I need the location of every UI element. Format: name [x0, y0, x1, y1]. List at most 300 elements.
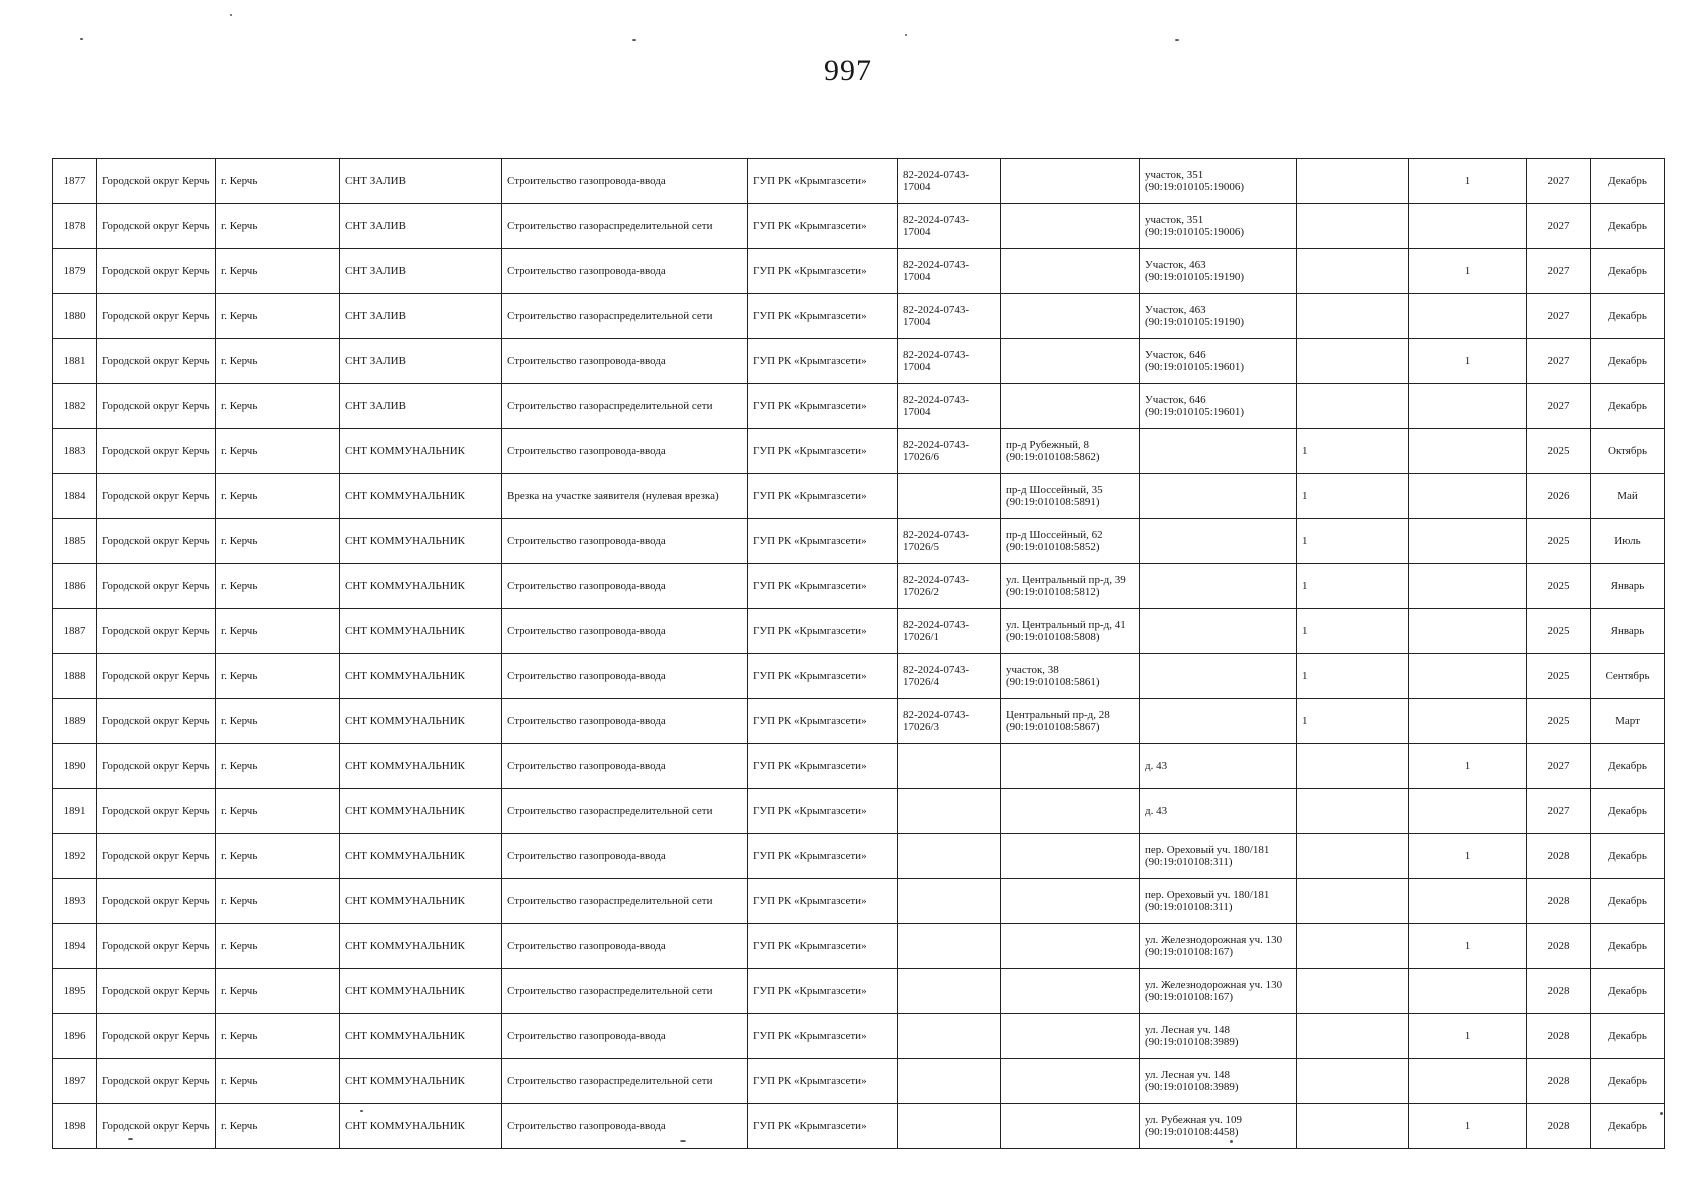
month-cell: Декабрь [1591, 969, 1665, 1014]
operator-cell: ГУП РК «Крымгазсети» [748, 789, 898, 834]
row-number-cell: 1889 [53, 699, 97, 744]
organization-cell: СНТ КОММУНАЛЬНИК [340, 429, 502, 474]
scan-speck [230, 14, 232, 16]
address-alt-cell: ул. Железнодорожная уч. 130 (90:19:010108:167) [1140, 969, 1297, 1014]
contract-number-cell: 82-2024-0743-17004 [898, 249, 1001, 294]
row-number-cell: 1882 [53, 384, 97, 429]
work-type-cell: Строительство газопровода-ввода [502, 564, 748, 609]
city-cell: г. Керчь [216, 834, 340, 879]
quantity-alt-cell [1409, 384, 1527, 429]
table-row [53, 1014, 1665, 1059]
work-type-cell: Строительство газораспределительной сети [502, 384, 748, 429]
year-cell: 2027 [1527, 339, 1591, 384]
operator-cell: ГУП РК «Крымгазсети» [748, 249, 898, 294]
address-alt-cell: Участок, 463 (90:19:010105:19190) [1140, 294, 1297, 339]
quantity-alt-cell [1409, 474, 1527, 519]
address-cell [1001, 789, 1140, 834]
district-cell: Городской округ Керчь [97, 519, 216, 564]
address-cell: пр-д Рубежный, 8 (90:19:010108:5862) [1001, 429, 1140, 474]
quantity-alt-cell [1409, 699, 1527, 744]
contract-number-cell: 82-2024-0743-17004 [898, 339, 1001, 384]
table-row [53, 159, 1665, 204]
year-cell: 2027 [1527, 744, 1591, 789]
month-cell: Декабрь [1591, 1059, 1665, 1104]
scan-speck [1175, 39, 1179, 41]
operator-cell: ГУП РК «Крымгазсети» [748, 744, 898, 789]
contract-number-cell: 82-2024-0743-17004 [898, 384, 1001, 429]
work-type-cell: Строительство газораспределительной сети [502, 204, 748, 249]
district-cell: Городской округ Керчь [97, 564, 216, 609]
year-cell: 2027 [1527, 384, 1591, 429]
address-cell [1001, 294, 1140, 339]
organization-cell: СНТ ЗАЛИВ [340, 294, 502, 339]
work-type-cell: Врезка на участке заявителя (нулевая врезка) [502, 474, 748, 519]
operator-cell: ГУП РК «Крымгазсети» [748, 1059, 898, 1104]
row-number-cell: 1896 [53, 1014, 97, 1059]
month-cell: Декабрь [1591, 924, 1665, 969]
month-cell: Декабрь [1591, 1014, 1665, 1059]
address-cell: пр-д Шоссейный, 62 (90:19:010108:5852) [1001, 519, 1140, 564]
address-cell: Центральный пр-д, 28 (90:19:010108:5867) [1001, 699, 1140, 744]
row-number-cell: 1880 [53, 294, 97, 339]
quantity-alt-cell: 1 [1409, 159, 1527, 204]
quantity-cell: 1 [1297, 519, 1409, 564]
work-type-cell: Строительство газопровода-ввода [502, 1014, 748, 1059]
quantity-cell: 1 [1297, 609, 1409, 654]
district-cell: Городской округ Керчь [97, 159, 216, 204]
address-alt-cell: ул. Железнодорожная уч. 130 (90:19:010108:167) [1140, 924, 1297, 969]
city-cell: г. Керчь [216, 969, 340, 1014]
row-number-cell: 1878 [53, 204, 97, 249]
row-number-cell: 1890 [53, 744, 97, 789]
organization-cell: СНТ КОММУНАЛЬНИК [340, 924, 502, 969]
organization-cell: СНТ КОММУНАЛЬНИК [340, 609, 502, 654]
year-cell: 2027 [1527, 789, 1591, 834]
row-number-cell: 1886 [53, 564, 97, 609]
year-cell: 2026 [1527, 474, 1591, 519]
operator-cell: ГУП РК «Крымгазсети» [748, 1014, 898, 1059]
district-cell: Городской округ Керчь [97, 879, 216, 924]
month-cell: Декабрь [1591, 1104, 1665, 1149]
table-row [53, 204, 1665, 249]
work-type-cell: Строительство газопровода-ввода [502, 834, 748, 879]
table-row [53, 879, 1665, 924]
month-cell: Декабрь [1591, 834, 1665, 879]
address-cell [1001, 969, 1140, 1014]
row-number-cell: 1888 [53, 654, 97, 699]
year-cell: 2025 [1527, 609, 1591, 654]
year-cell: 2025 [1527, 429, 1591, 474]
year-cell: 2027 [1527, 294, 1591, 339]
year-cell: 2025 [1527, 564, 1591, 609]
city-cell: г. Керчь [216, 609, 340, 654]
district-cell: Городской округ Керчь [97, 834, 216, 879]
contract-number-cell [898, 924, 1001, 969]
operator-cell: ГУП РК «Крымгазсети» [748, 339, 898, 384]
district-cell: Городской округ Керчь [97, 294, 216, 339]
quantity-alt-cell [1409, 969, 1527, 1014]
operator-cell: ГУП РК «Крымгазсети» [748, 969, 898, 1014]
table-row [53, 609, 1665, 654]
contract-number-cell [898, 834, 1001, 879]
address-cell [1001, 249, 1140, 294]
year-cell: 2028 [1527, 969, 1591, 1014]
year-cell: 2027 [1527, 204, 1591, 249]
city-cell: г. Керчь [216, 744, 340, 789]
table-row [53, 924, 1665, 969]
district-cell: Городской округ Керчь [97, 1014, 216, 1059]
address-cell [1001, 1014, 1140, 1059]
month-cell: Декабрь [1591, 249, 1665, 294]
city-cell: г. Керчь [216, 879, 340, 924]
month-cell: Декабрь [1591, 789, 1665, 834]
row-number-cell: 1891 [53, 789, 97, 834]
row-number-cell: 1885 [53, 519, 97, 564]
address-cell: участок, 38 (90:19:010108:5861) [1001, 654, 1140, 699]
table-row [53, 474, 1665, 519]
quantity-cell [1297, 969, 1409, 1014]
operator-cell: ГУП РК «Крымгазсети» [748, 834, 898, 879]
district-cell: Городской округ Керчь [97, 969, 216, 1014]
table-row [53, 1104, 1665, 1149]
registry-table [52, 158, 1665, 1149]
address-cell [1001, 339, 1140, 384]
address-alt-cell: участок, 351 (90:19:010105:19006) [1140, 159, 1297, 204]
contract-number-cell [898, 969, 1001, 1014]
address-cell: ул. Центральный пр-д, 39 (90:19:010108:5812) [1001, 564, 1140, 609]
month-cell: Декабрь [1591, 159, 1665, 204]
row-number-cell: 1887 [53, 609, 97, 654]
scan-speck [128, 1138, 133, 1140]
address-cell [1001, 924, 1140, 969]
table-row [53, 249, 1665, 294]
address-alt-cell [1140, 519, 1297, 564]
month-cell: Сентябрь [1591, 654, 1665, 699]
district-cell: Городской округ Керчь [97, 699, 216, 744]
quantity-cell [1297, 249, 1409, 294]
year-cell: 2027 [1527, 159, 1591, 204]
city-cell: г. Керчь [216, 924, 340, 969]
city-cell: г. Керчь [216, 519, 340, 564]
address-cell: ул. Центральный пр-д, 41 (90:19:010108:5808) [1001, 609, 1140, 654]
month-cell: Декабрь [1591, 384, 1665, 429]
operator-cell: ГУП РК «Крымгазсети» [748, 924, 898, 969]
district-cell: Городской округ Керчь [97, 429, 216, 474]
city-cell: г. Керчь [216, 204, 340, 249]
district-cell: Городской округ Керчь [97, 474, 216, 519]
month-cell: Декабрь [1591, 204, 1665, 249]
row-number-cell: 1895 [53, 969, 97, 1014]
year-cell: 2027 [1527, 249, 1591, 294]
work-type-cell: Строительство газопровода-ввода [502, 249, 748, 294]
work-type-cell: Строительство газопровода-ввода [502, 519, 748, 564]
month-cell: Март [1591, 699, 1665, 744]
district-cell: Городской округ Керчь [97, 384, 216, 429]
organization-cell: СНТ ЗАЛИВ [340, 339, 502, 384]
table-row [53, 789, 1665, 834]
registry-rows [53, 159, 1665, 1149]
month-cell: Декабрь [1591, 744, 1665, 789]
city-cell: г. Керчь [216, 249, 340, 294]
table-row [53, 294, 1665, 339]
operator-cell: ГУП РК «Крымгазсети» [748, 384, 898, 429]
quantity-cell: 1 [1297, 474, 1409, 519]
year-cell: 2028 [1527, 924, 1591, 969]
quantity-cell [1297, 159, 1409, 204]
contract-number-cell: 82-2024-0743-17026/2 [898, 564, 1001, 609]
scan-speck [360, 1110, 363, 1112]
contract-number-cell [898, 1014, 1001, 1059]
table-row [53, 1059, 1665, 1104]
quantity-cell [1297, 789, 1409, 834]
address-alt-cell: ул. Лесная уч. 148 (90:19:010108:3989) [1140, 1014, 1297, 1059]
quantity-alt-cell [1409, 789, 1527, 834]
quantity-alt-cell: 1 [1409, 834, 1527, 879]
page-number: 997 [824, 54, 872, 87]
month-cell: Январь [1591, 609, 1665, 654]
table-row [53, 384, 1665, 429]
address-cell [1001, 1059, 1140, 1104]
year-cell: 2028 [1527, 1014, 1591, 1059]
month-cell: Май [1591, 474, 1665, 519]
organization-cell: СНТ КОММУНАЛЬНИК [340, 699, 502, 744]
operator-cell: ГУП РК «Крымгазсети» [748, 429, 898, 474]
address-cell [1001, 204, 1140, 249]
city-cell: г. Керчь [216, 294, 340, 339]
quantity-cell [1297, 1104, 1409, 1149]
row-number-cell: 1884 [53, 474, 97, 519]
year-cell: 2028 [1527, 879, 1591, 924]
quantity-cell [1297, 384, 1409, 429]
operator-cell: ГУП РК «Крымгазсети» [748, 564, 898, 609]
city-cell: г. Керчь [216, 654, 340, 699]
organization-cell: СНТ КОММУНАЛЬНИК [340, 834, 502, 879]
district-cell: Городской округ Керчь [97, 1104, 216, 1149]
district-cell: Городской округ Керчь [97, 609, 216, 654]
table-row [53, 744, 1665, 789]
organization-cell: СНТ ЗАЛИВ [340, 159, 502, 204]
work-type-cell: Строительство газопровода-ввода [502, 744, 748, 789]
work-type-cell: Строительство газораспределительной сети [502, 879, 748, 924]
contract-number-cell [898, 789, 1001, 834]
district-cell: Городской округ Керчь [97, 654, 216, 699]
scan-speck [680, 1140, 686, 1142]
quantity-cell: 1 [1297, 564, 1409, 609]
quantity-cell [1297, 1014, 1409, 1059]
quantity-alt-cell: 1 [1409, 744, 1527, 789]
organization-cell: СНТ ЗАЛИВ [340, 249, 502, 294]
table-row [53, 834, 1665, 879]
quantity-alt-cell: 1 [1409, 339, 1527, 384]
quantity-alt-cell: 1 [1409, 249, 1527, 294]
district-cell: Городской округ Керчь [97, 249, 216, 294]
operator-cell: ГУП РК «Крымгазсети» [748, 879, 898, 924]
month-cell: Декабрь [1591, 879, 1665, 924]
address-alt-cell [1140, 564, 1297, 609]
quantity-alt-cell [1409, 204, 1527, 249]
operator-cell: ГУП РК «Крымгазсети» [748, 609, 898, 654]
work-type-cell: Строительство газопровода-ввода [502, 339, 748, 384]
contract-number-cell: 82-2024-0743-17004 [898, 294, 1001, 339]
address-cell [1001, 159, 1140, 204]
city-cell: г. Керчь [216, 429, 340, 474]
row-number-cell: 1893 [53, 879, 97, 924]
district-cell: Городской округ Керчь [97, 924, 216, 969]
address-cell [1001, 1104, 1140, 1149]
quantity-cell [1297, 1059, 1409, 1104]
operator-cell: ГУП РК «Крымгазсети» [748, 699, 898, 744]
organization-cell: СНТ КОММУНАЛЬНИК [340, 789, 502, 834]
city-cell: г. Керчь [216, 384, 340, 429]
address-alt-cell: Участок, 463 (90:19:010105:19190) [1140, 249, 1297, 294]
month-cell: Июль [1591, 519, 1665, 564]
operator-cell: ГУП РК «Крымгазсети» [748, 294, 898, 339]
city-cell: г. Керчь [216, 699, 340, 744]
city-cell: г. Керчь [216, 1014, 340, 1059]
address-alt-cell: д. 43 [1140, 744, 1297, 789]
contract-number-cell [898, 1104, 1001, 1149]
quantity-alt-cell [1409, 564, 1527, 609]
city-cell: г. Керчь [216, 564, 340, 609]
address-cell [1001, 834, 1140, 879]
table-row [53, 519, 1665, 564]
address-cell: пр-д Шоссейный, 35 (90:19:010108:5891) [1001, 474, 1140, 519]
row-number-cell: 1881 [53, 339, 97, 384]
address-alt-cell: ул. Рубежная уч. 109 (90:19:010108:4458) [1140, 1104, 1297, 1149]
scan-speck [905, 34, 907, 36]
district-cell: Городской округ Керчь [97, 789, 216, 834]
organization-cell: СНТ ЗАЛИВ [340, 384, 502, 429]
year-cell: 2025 [1527, 519, 1591, 564]
scan-speck [1660, 1112, 1663, 1115]
address-alt-cell [1140, 609, 1297, 654]
organization-cell: СНТ КОММУНАЛЬНИК [340, 744, 502, 789]
quantity-cell [1297, 879, 1409, 924]
quantity-cell [1297, 924, 1409, 969]
organization-cell: СНТ ЗАЛИВ [340, 204, 502, 249]
year-cell: 2028 [1527, 834, 1591, 879]
organization-cell: СНТ КОММУНАЛЬНИК [340, 519, 502, 564]
city-cell: г. Керчь [216, 789, 340, 834]
operator-cell: ГУП РК «Крымгазсети» [748, 474, 898, 519]
quantity-alt-cell [1409, 294, 1527, 339]
quantity-cell [1297, 339, 1409, 384]
row-number-cell: 1898 [53, 1104, 97, 1149]
contract-number-cell: 82-2024-0743-17004 [898, 159, 1001, 204]
contract-number-cell [898, 744, 1001, 789]
city-cell: г. Керчь [216, 1104, 340, 1149]
address-alt-cell: Участок, 646 (90:19:010105:19601) [1140, 339, 1297, 384]
address-alt-cell: Участок, 646 (90:19:010105:19601) [1140, 384, 1297, 429]
scan-speck [632, 39, 636, 41]
organization-cell: СНТ КОММУНАЛЬНИК [340, 654, 502, 699]
quantity-cell: 1 [1297, 429, 1409, 474]
organization-cell: СНТ КОММУНАЛЬНИК [340, 1014, 502, 1059]
work-type-cell: Строительство газораспределительной сети [502, 294, 748, 339]
quantity-alt-cell: 1 [1409, 924, 1527, 969]
contract-number-cell: 82-2024-0743-17026/4 [898, 654, 1001, 699]
year-cell: 2028 [1527, 1059, 1591, 1104]
quantity-alt-cell: 1 [1409, 1104, 1527, 1149]
table-row [53, 654, 1665, 699]
contract-number-cell: 82-2024-0743-17026/1 [898, 609, 1001, 654]
contract-number-cell: 82-2024-0743-17026/3 [898, 699, 1001, 744]
contract-number-cell: 82-2024-0743-17026/5 [898, 519, 1001, 564]
year-cell: 2028 [1527, 1104, 1591, 1149]
address-alt-cell: пер. Ореховый уч. 180/181 (90:19:010108:311) [1140, 879, 1297, 924]
quantity-alt-cell [1409, 519, 1527, 564]
address-alt-cell: пер. Ореховый уч. 180/181 (90:19:010108:311) [1140, 834, 1297, 879]
row-number-cell: 1892 [53, 834, 97, 879]
contract-number-cell: 82-2024-0743-17026/6 [898, 429, 1001, 474]
address-alt-cell [1140, 654, 1297, 699]
address-alt-cell: д. 43 [1140, 789, 1297, 834]
address-cell [1001, 879, 1140, 924]
month-cell: Октябрь [1591, 429, 1665, 474]
table-row [53, 969, 1665, 1014]
work-type-cell: Строительство газопровода-ввода [502, 654, 748, 699]
work-type-cell: Строительство газопровода-ввода [502, 609, 748, 654]
operator-cell: ГУП РК «Крымгазсети» [748, 654, 898, 699]
organization-cell: СНТ КОММУНАЛЬНИК [340, 564, 502, 609]
district-cell: Городской округ Керчь [97, 1059, 216, 1104]
month-cell: Январь [1591, 564, 1665, 609]
quantity-alt-cell [1409, 1059, 1527, 1104]
scan-speck [80, 38, 83, 40]
quantity-cell [1297, 834, 1409, 879]
table-row [53, 339, 1665, 384]
city-cell: г. Керчь [216, 159, 340, 204]
work-type-cell: Строительство газопровода-ввода [502, 699, 748, 744]
table-row [53, 429, 1665, 474]
work-type-cell: Строительство газораспределительной сети [502, 789, 748, 834]
city-cell: г. Керчь [216, 474, 340, 519]
work-type-cell: Строительство газопровода-ввода [502, 159, 748, 204]
organization-cell: СНТ КОММУНАЛЬНИК [340, 1104, 502, 1149]
operator-cell: ГУП РК «Крымгазсети» [748, 519, 898, 564]
quantity-cell [1297, 294, 1409, 339]
quantity-cell: 1 [1297, 654, 1409, 699]
quantity-alt-cell [1409, 879, 1527, 924]
quantity-alt-cell [1409, 609, 1527, 654]
organization-cell: СНТ КОММУНАЛЬНИК [340, 969, 502, 1014]
address-alt-cell [1140, 429, 1297, 474]
table-row [53, 564, 1665, 609]
city-cell: г. Керчь [216, 1059, 340, 1104]
month-cell: Декабрь [1591, 294, 1665, 339]
contract-number-cell [898, 879, 1001, 924]
contract-number-cell: 82-2024-0743-17004 [898, 204, 1001, 249]
district-cell: Городской округ Керчь [97, 744, 216, 789]
year-cell: 2025 [1527, 654, 1591, 699]
contract-number-cell [898, 474, 1001, 519]
organization-cell: СНТ КОММУНАЛЬНИК [340, 879, 502, 924]
organization-cell: СНТ КОММУНАЛЬНИК [340, 474, 502, 519]
work-type-cell: Строительство газопровода-ввода [502, 429, 748, 474]
organization-cell: СНТ КОММУНАЛЬНИК [340, 1059, 502, 1104]
quantity-cell: 1 [1297, 699, 1409, 744]
row-number-cell: 1894 [53, 924, 97, 969]
scan-speck [1230, 1140, 1233, 1143]
quantity-alt-cell [1409, 654, 1527, 699]
quantity-cell [1297, 204, 1409, 249]
address-alt-cell: ул. Лесная уч. 148 (90:19:010108:3989) [1140, 1059, 1297, 1104]
address-alt-cell: участок, 351 (90:19:010105:19006) [1140, 204, 1297, 249]
row-number-cell: 1897 [53, 1059, 97, 1104]
district-cell: Городской округ Керчь [97, 204, 216, 249]
operator-cell: ГУП РК «Крымгазсети» [748, 1104, 898, 1149]
work-type-cell: Строительство газораспределительной сети [502, 969, 748, 1014]
